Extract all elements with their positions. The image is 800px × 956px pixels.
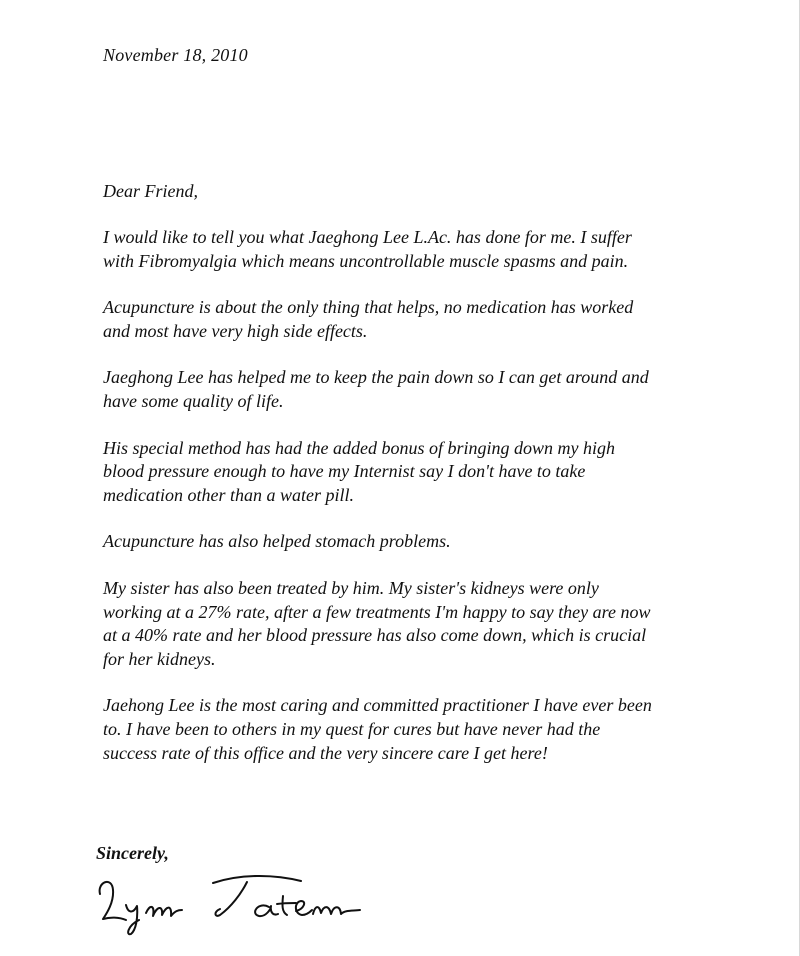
text-line: His special method has had the added bonus of bringing down my high [103, 437, 615, 458]
paragraph [103, 577, 743, 671]
salutation: Dear Friend, [103, 181, 198, 201]
text-line: blood pressure enough to have my Internist say I don't have to take [103, 461, 586, 482]
text-line: My sister has also been treated by him. My sister's kidneys were only [103, 577, 599, 598]
paragraph [103, 530, 743, 554]
paragraph [103, 296, 743, 343]
letter-body [103, 226, 743, 788]
paragraph [103, 366, 743, 413]
letter-date: November 18, 2010 [103, 45, 248, 65]
text-line: to. I have been to others in my quest for cures but have never had the [103, 718, 601, 739]
text-line: working at a 27% rate, after a few treatments I'm happy to say they are now [103, 601, 651, 622]
text-line: Acupuncture has also helped stomach problems. [103, 531, 451, 552]
text-line: medication other than a water pill. [103, 484, 354, 505]
text-line: I would like to tell you what Jaeghong Lee L.Ac. has done for me. I suffer [103, 227, 632, 247]
text-line: Jaeghong Lee has helped me to keep the pain down so I can get around and [103, 367, 649, 388]
text-line: success rate of this office and the very sincere care I get here! [103, 742, 548, 763]
text-line: Jaehong Lee is the most caring and committed practitioner I have ever been [103, 695, 652, 716]
text-line: at a 40% rate and her blood pressure has also come down, which is crucial [103, 625, 647, 646]
text-line: and most have very high side effects. [103, 320, 368, 341]
paragraph [103, 694, 743, 765]
text-line: Acupuncture is about the only thing that helps, no medication has worked [103, 297, 634, 318]
closing: Sincerely, [96, 843, 169, 863]
handwritten-signature [92, 866, 382, 936]
paragraph [103, 226, 743, 273]
text-line: have some quality of life. [103, 390, 284, 411]
text-line: with Fibromyalgia which means uncontrollable muscle spasms and pain. [103, 250, 629, 271]
paragraph [103, 437, 743, 508]
text-line: for her kidneys. [103, 648, 216, 669]
